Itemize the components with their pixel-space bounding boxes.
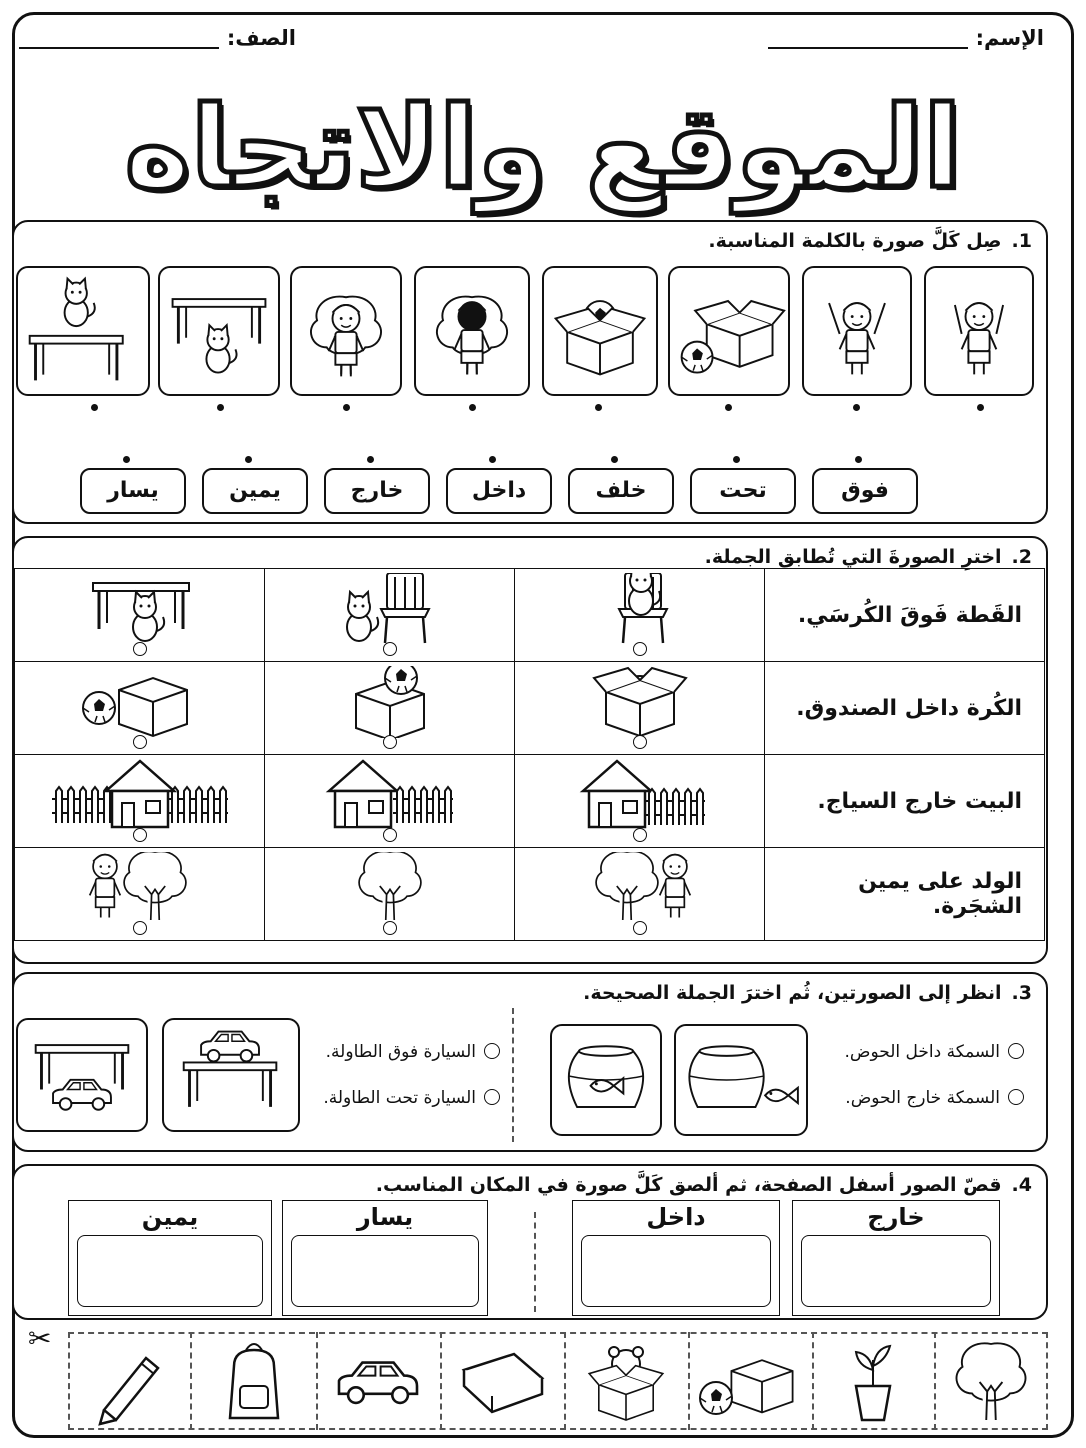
option-radio[interactable] — [383, 828, 397, 842]
match-dot[interactable] — [217, 404, 224, 411]
option-cell[interactable] — [15, 662, 265, 755]
match-dot[interactable] — [91, 404, 98, 411]
paste-area[interactable] — [581, 1235, 771, 1307]
teddy-in-box-icon[interactable] — [566, 1336, 686, 1426]
match-dot[interactable] — [595, 404, 602, 411]
cat-under-table-icon — [75, 573, 205, 645]
drop-box-left[interactable] — [282, 1200, 488, 1316]
match-dot[interactable] — [733, 456, 740, 463]
option-radio[interactable] — [133, 921, 147, 935]
word-card[interactable]: خارج — [324, 468, 430, 514]
drop-box-label: خارج — [867, 1203, 925, 1231]
boy-left-of-tree-icon — [75, 852, 205, 924]
drop-box-label: داخل — [646, 1203, 706, 1231]
paste-area[interactable] — [801, 1235, 991, 1307]
option-cell[interactable] — [515, 662, 765, 755]
option-radio[interactable] — [383, 642, 397, 656]
fish-outside-bowl-icon — [674, 1024, 808, 1136]
fish-option-1[interactable] — [845, 1042, 1025, 1062]
section1-instruction: صِل كَلَّ صورة بالكلمة المناسبة. — [708, 230, 1002, 252]
pencil-icon[interactable] — [70, 1336, 188, 1426]
section4-divider — [534, 1212, 536, 1312]
paste-area[interactable] — [291, 1235, 479, 1307]
car-on-table-icon — [162, 1018, 300, 1132]
sentence-cell: الولد على يمين الشجَرة. — [765, 848, 1045, 941]
section-look — [12, 972, 1048, 1152]
option-text: السيارة تحت الطاولة. — [323, 1088, 476, 1108]
option-radio[interactable] — [133, 828, 147, 842]
drop-box-right[interactable] — [68, 1200, 272, 1316]
section2-question — [705, 546, 1032, 568]
section-cut-paste — [12, 1164, 1048, 1320]
section3-number: 3. — [1011, 982, 1032, 1004]
option-cell[interactable] — [15, 848, 265, 941]
option-cell[interactable] — [265, 662, 515, 755]
class-line[interactable] — [19, 47, 219, 49]
option-radio[interactable] — [383, 921, 397, 935]
option-cell[interactable] — [15, 569, 265, 662]
cat-on-chair-icon — [575, 573, 705, 645]
option-radio[interactable] — [133, 735, 147, 749]
option-text: السيارة فوق الطاولة. — [325, 1042, 476, 1062]
boy-waving-icon — [802, 266, 912, 396]
option-cell[interactable] — [515, 755, 765, 848]
fish-inside-bowl-icon — [550, 1024, 662, 1136]
section-choose — [12, 536, 1048, 964]
fish-option-2[interactable] — [845, 1088, 1024, 1108]
option-cell[interactable] — [15, 755, 265, 848]
boy-right-of-tree-icon — [575, 852, 705, 924]
ball-beside-box-icon — [75, 666, 205, 738]
plant-pot-icon[interactable] — [814, 1336, 932, 1426]
section3-divider — [512, 1008, 514, 1142]
car-under-table-icon — [16, 1018, 148, 1132]
table-row — [15, 848, 1045, 941]
page-title: الموقع والاتجاه — [124, 83, 962, 213]
car-icon[interactable] — [318, 1336, 438, 1426]
class-label: الصف: — [226, 26, 296, 50]
word-card[interactable]: يسار — [80, 468, 186, 514]
section2-number: 2. — [1011, 546, 1032, 568]
match-dot[interactable] — [853, 404, 860, 411]
option-radio[interactable] — [1008, 1089, 1024, 1105]
option-cell[interactable] — [265, 569, 515, 662]
drop-box-label: يسار — [356, 1203, 414, 1231]
section1-question — [708, 230, 1032, 252]
match-dot[interactable] — [469, 404, 476, 411]
match-dot[interactable] — [725, 404, 732, 411]
tree-icon — [325, 852, 455, 924]
table-row — [15, 569, 1045, 662]
word-card[interactable]: يمين — [202, 468, 308, 514]
drop-box-label: يمين — [141, 1203, 199, 1231]
section2-instruction: اخترِ الصورةَ التي تُطابق الجملة. — [704, 546, 1002, 568]
option-radio[interactable] — [633, 828, 647, 842]
match-dot[interactable] — [245, 456, 252, 463]
match-dot[interactable] — [123, 456, 130, 463]
option-cell[interactable] — [515, 569, 765, 662]
option-cell[interactable] — [265, 848, 515, 941]
option-radio[interactable] — [633, 642, 647, 656]
ball-in-box-icon — [542, 266, 658, 396]
name-line[interactable] — [768, 47, 968, 49]
option-text: السمكة خارج الحوض. — [845, 1088, 1000, 1108]
option-cell[interactable] — [515, 848, 765, 941]
option-radio[interactable] — [484, 1043, 500, 1059]
house-fence-right-icon — [575, 759, 705, 831]
cat-on-table-icon — [16, 266, 150, 396]
title-area — [0, 78, 1086, 218]
house-inside-fence-icon — [50, 759, 230, 831]
class-field[interactable] — [19, 26, 296, 50]
car-option-2[interactable] — [323, 1088, 500, 1108]
boy-front-tree-icon — [290, 266, 402, 396]
section3-question — [583, 982, 1032, 1004]
table-row — [15, 755, 1045, 848]
name-field[interactable] — [768, 26, 1044, 50]
match-dot[interactable] — [855, 456, 862, 463]
book-icon[interactable] — [442, 1336, 562, 1426]
cat-under-table-icon — [158, 266, 280, 396]
match-dot[interactable] — [343, 404, 350, 411]
ball-on-box-icon — [325, 666, 455, 738]
boy-back-tree-icon — [414, 266, 530, 396]
ball-box-icon[interactable] — [690, 1336, 810, 1426]
paste-area[interactable] — [77, 1235, 263, 1307]
ball-beside-box-icon — [668, 266, 790, 396]
house-fence-beside-icon — [325, 759, 455, 831]
section4-instruction: قصّ الصور أسفل الصفحة، ثم ألصق كَلَّ صورة في المكان المناسب. — [375, 1174, 1002, 1196]
cut-line — [190, 1332, 192, 1430]
match-dot[interactable] — [611, 456, 618, 463]
drop-box-inside[interactable] — [572, 1200, 780, 1316]
match-dot[interactable] — [489, 456, 496, 463]
sentence-cell: القَطة فَوقَ الكُرسَي. — [765, 569, 1045, 662]
option-radio[interactable] — [484, 1089, 500, 1105]
option-radio[interactable] — [383, 735, 397, 749]
ball-in-box-icon — [575, 666, 705, 738]
tree-icon[interactable] — [936, 1336, 1046, 1426]
section3-instruction: انظر إلى الصورتين، ثُم اخترَ الجملة الصحيحة. — [583, 982, 1002, 1004]
match-dot[interactable] — [367, 456, 374, 463]
car-option-1[interactable] — [326, 1042, 500, 1062]
option-radio[interactable] — [633, 921, 647, 935]
word-card[interactable]: داخل — [446, 468, 552, 514]
table-row — [15, 662, 1045, 755]
option-radio[interactable] — [1008, 1043, 1024, 1059]
word-card[interactable]: فوق — [812, 468, 918, 514]
option-radio[interactable] — [633, 735, 647, 749]
word-card[interactable]: خلف — [568, 468, 674, 514]
boy-arms-up-icon — [924, 266, 1034, 396]
option-radio[interactable] — [133, 642, 147, 656]
option-text: السمكة داخل الحوض. — [844, 1042, 1000, 1062]
section4-number: 4. — [1011, 1174, 1032, 1196]
word-card[interactable]: تحت — [690, 468, 796, 514]
sentence-cell: البيت خارج السياج. — [765, 755, 1045, 848]
match-dot[interactable] — [977, 404, 984, 411]
choice-table — [14, 568, 1045, 941]
name-label: الإسم: — [975, 26, 1044, 50]
section1-number: 1. — [1011, 230, 1032, 252]
scissors-icon: ✂ — [28, 1322, 52, 1355]
section-match — [12, 220, 1048, 524]
sentence-cell: الكُرة داخل الصندوق. — [765, 662, 1045, 755]
option-cell[interactable] — [265, 755, 515, 848]
backpack-icon[interactable] — [194, 1336, 314, 1426]
section4-question — [376, 1174, 1032, 1196]
drop-box-outside[interactable] — [792, 1200, 1000, 1316]
cat-beside-chair-icon — [325, 573, 455, 645]
